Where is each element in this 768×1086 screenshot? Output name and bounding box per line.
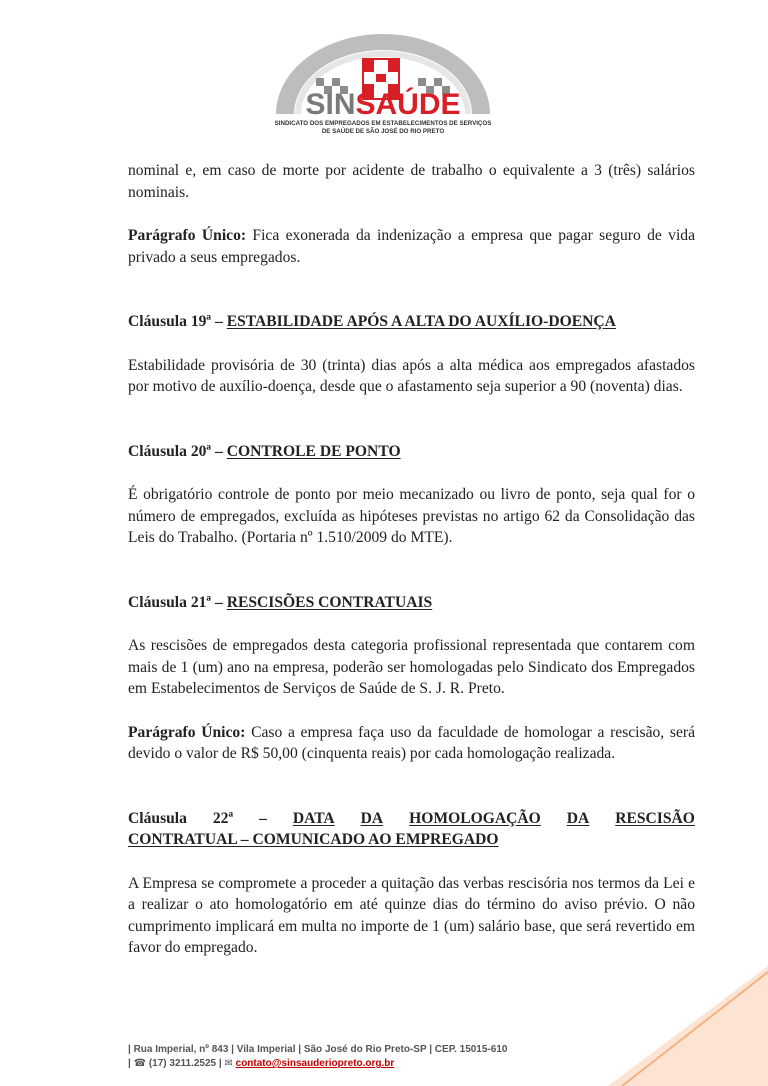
clause-21-text: As rescisões de empregados desta categoria profissional representada que contarem com mais de 1 (um) ano na empresa, poderão ser homologadas pelo Sindicato dos Empregados em Estabelecimentos de Serviços de Saúde de S. J. R. Preto. <box>128 637 695 697</box>
logo-wordmark: SINSAÚDE <box>305 88 461 121</box>
logo-graphic <box>258 22 508 137</box>
logo-subtitle-1: SINDICATO DOS EMPREGADOS EM ESTABELECIMENTOS DE SERVIÇOS <box>274 120 492 127</box>
paragraph-unico-1 <box>128 225 695 268</box>
sinsaude-logo <box>258 22 508 137</box>
clause-21-heading: Cláusula 21ª – RESCISÕES CONTRATUAIS <box>128 593 433 611</box>
clause-19-text: Estabilidade provisória de 30 (trinta) dias após a alta médica aos empregados afastados por motivo de auxílio-doença, desde que o afastamento seja superior a 90 (noventa) dias. <box>128 356 695 395</box>
footer-address: | Rua Imperial, nº 843 | Vila Imperial | São José do Rio Preto-SP | CEP. 15015-610 <box>128 1044 508 1055</box>
paragraph-text: Fica exonerada da indenização a empresa que pagar seguro de vida privado a seus empregados. <box>128 227 695 266</box>
telephone-icon: ☎ <box>133 1058 147 1069</box>
corner-fill <box>608 966 768 1086</box>
corner-graphic <box>608 966 768 1086</box>
document-body <box>128 160 695 959</box>
clause-22-text: A Empresa se compromete a proceder a quitação das verbas rescisória nos termos da Lei e a realizar o ato homologatório em até quinze dias do término do aviso prévio. O não cumprimento implicará em multa no importe de 1 (um) salário base, que será revertido em favor do empregado. <box>128 874 695 956</box>
clause-19-heading: Cláusula 19ª – ESTABILIDADE APÓS A ALTA DO AUXÍLIO-DOENÇA <box>128 313 616 330</box>
footer-phone: (17) 3211.2525 <box>148 1058 217 1069</box>
paragraph-continuation: nominal e, em caso de morte por acidente de trabalho o equivalente a 3 (três) salários nominais. <box>128 162 695 201</box>
paragraph-label: Parágrafo Único: <box>128 723 246 741</box>
page-footer <box>128 1043 588 1071</box>
logo-subtitle-2: DE SAÚDE DE SÃO JOSÉ DO RIO PRETO <box>321 128 445 135</box>
clause-20-title: CONTROLE DE PONTO <box>226 442 401 460</box>
paragraph-unico-2 <box>128 722 695 765</box>
clause-20-text: É obrigatório controle de ponto por meio mecanizado ou livro de ponto, seja qual for o número de empregados, excluída as hipóteses previstas no artigo 62 da Consolidação das Leis do Trabalho. (Portaria nº 1.510/2009 do MTE). <box>128 486 695 546</box>
clause-20-heading: Cláusula 20ª – CONTROLE DE PONTO <box>128 442 401 460</box>
clause-22-heading-line1: Cláusula 22ª – DATA DA HOMOLOGAÇÃO DA RESCISÃO <box>128 809 695 827</box>
paragraph-label: Parágrafo Único: <box>128 227 247 244</box>
clause-19-title: ESTABILIDADE APÓS A ALTA DO AUXÍLIO-DOENÇA <box>226 313 616 330</box>
clause-22-title-line2: CONTRATUAL – COMUNICADO AO EMPREGADO <box>128 831 499 848</box>
clause-21-title: RESCISÕES CONTRATUAIS <box>226 593 433 611</box>
envelope-icon: ✉ <box>224 1058 233 1069</box>
paragraph-text: Caso a empresa faça uso da faculdade de homologar a rescisão, será devido o valor de R$ 50,00 (cinquenta reais) por cada homologação realizada. <box>128 723 695 762</box>
corner-decoration <box>608 966 768 1086</box>
clause-22-heading <box>128 808 695 851</box>
footer-email-link[interactable]: contato@sinsauderiopreto.org.br <box>235 1058 395 1069</box>
footer-contact: | ☎ (17) 3211.2525 | ✉ contato@sinsauderiopreto.org.br <box>128 1058 395 1069</box>
